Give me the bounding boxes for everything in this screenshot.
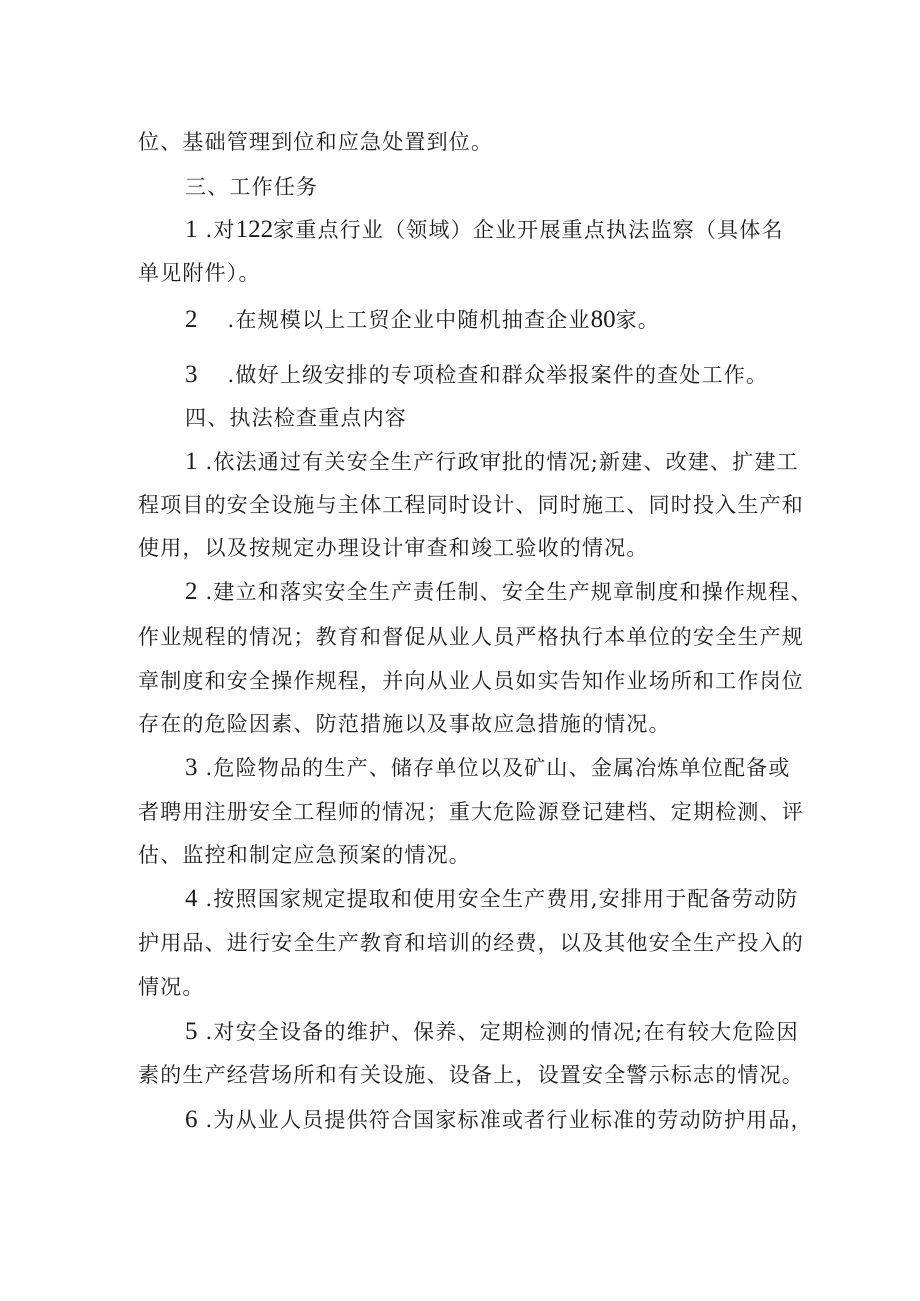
line-text: 单见附件）。 bbox=[138, 261, 261, 285]
item-number: 1 bbox=[185, 448, 198, 475]
line-text: .做好上级安排的专项检查和群众举报案件的查处工作。 bbox=[227, 363, 769, 387]
item-number: 1 bbox=[185, 216, 198, 243]
heading-text: 四、执法检查重点内容 bbox=[185, 406, 407, 430]
check-item-6 bbox=[185, 1105, 813, 1135]
line-text: .危险物品的生产、储存单位以及矿山、金属冶炼单位配备或 bbox=[205, 756, 791, 780]
line-text: 者聘用注册安全工程师的情况；重大危险源登记建档、定期检测、评 bbox=[138, 800, 804, 824]
check-item-4 bbox=[185, 884, 798, 914]
line-text: .依法通过有关安全生产行政审批的情况;新建、改建、扩建工 bbox=[205, 450, 799, 474]
body-line bbox=[138, 928, 804, 958]
line-text: 素的生产经营场所和有关设施、设备上，设置安全警示标志的情况。 bbox=[138, 1063, 804, 1087]
task-item-3 bbox=[185, 360, 768, 390]
body-line bbox=[138, 666, 804, 696]
line-text: 章制度和安全操作规程，并向从业人员如实告知作业场所和工作岗位 bbox=[138, 669, 804, 693]
line-text: 情况。 bbox=[138, 975, 205, 999]
line-text: 护用品、进行安全生产教育和培训的经费，以及其他安全生产投入的 bbox=[138, 931, 804, 955]
check-item-1 bbox=[185, 447, 799, 477]
task-item-2 bbox=[185, 305, 660, 335]
line-text: .建立和落实安全生产责任制、安全生产规章制度和操作规程、 bbox=[205, 580, 813, 604]
line-text: .对安全设备的维护、保养、定期检测的情况;在有较大危险因 bbox=[205, 1020, 799, 1044]
item-number: 3 bbox=[185, 754, 198, 781]
body-line bbox=[138, 972, 205, 1002]
body-line bbox=[138, 709, 671, 739]
line-text: .对 bbox=[205, 218, 236, 242]
check-item-3 bbox=[185, 753, 791, 783]
body-line bbox=[138, 1060, 804, 1090]
check-item-2 bbox=[185, 577, 813, 607]
body-line bbox=[138, 127, 493, 157]
line-text: .按照国家规定提取和使用安全生产费用,安排用于配备劳动防 bbox=[205, 887, 799, 911]
body-line bbox=[138, 797, 804, 827]
line-text: 作业规程的情况；教育和督促从业人员严格执行本单位的安全生产规 bbox=[138, 625, 804, 649]
item-number: 5 bbox=[185, 1018, 198, 1045]
item-number: 2 bbox=[185, 306, 198, 333]
body-line bbox=[138, 490, 804, 520]
item-number: 2 bbox=[185, 578, 198, 605]
line-text: .为从业人员提供符合国家标准或者行业标准的劳动防护用品， bbox=[205, 1108, 813, 1132]
line-text: 位、基础管理到位和应急处置到位。 bbox=[138, 130, 494, 154]
section-heading bbox=[185, 172, 318, 202]
check-item-5 bbox=[185, 1017, 799, 1047]
count-value: 80 bbox=[590, 306, 616, 333]
line-text: .在规模以上工贸企业中随机抽查企业 bbox=[227, 308, 591, 332]
count-value: 122 bbox=[235, 216, 274, 243]
line-text: 程项目的安全设施与主体工程同时设计、同时施工、同时投入生产和 bbox=[138, 493, 804, 517]
item-number: 3 bbox=[185, 361, 198, 388]
item-number: 6 bbox=[185, 1106, 198, 1133]
line-text: 家。 bbox=[615, 308, 660, 332]
body-line bbox=[138, 840, 471, 870]
body-line bbox=[138, 258, 261, 288]
line-text: 家重点行业（领域）企业开展重点执法监察（具体名 bbox=[273, 218, 784, 242]
heading-text: 三、工作任务 bbox=[185, 175, 319, 199]
task-item-1 bbox=[185, 215, 784, 245]
item-number: 4 bbox=[185, 885, 198, 912]
section-heading bbox=[185, 403, 407, 433]
body-line bbox=[138, 533, 649, 563]
body-line bbox=[138, 622, 804, 652]
line-text: 存在的危险因素、防范措施以及事故应急措施的情况。 bbox=[138, 712, 671, 736]
line-text: 估、监控和制定应急预案的情况。 bbox=[138, 843, 471, 867]
line-text: 使用，以及按规定办理设计审查和竣工验收的情况。 bbox=[138, 536, 649, 560]
